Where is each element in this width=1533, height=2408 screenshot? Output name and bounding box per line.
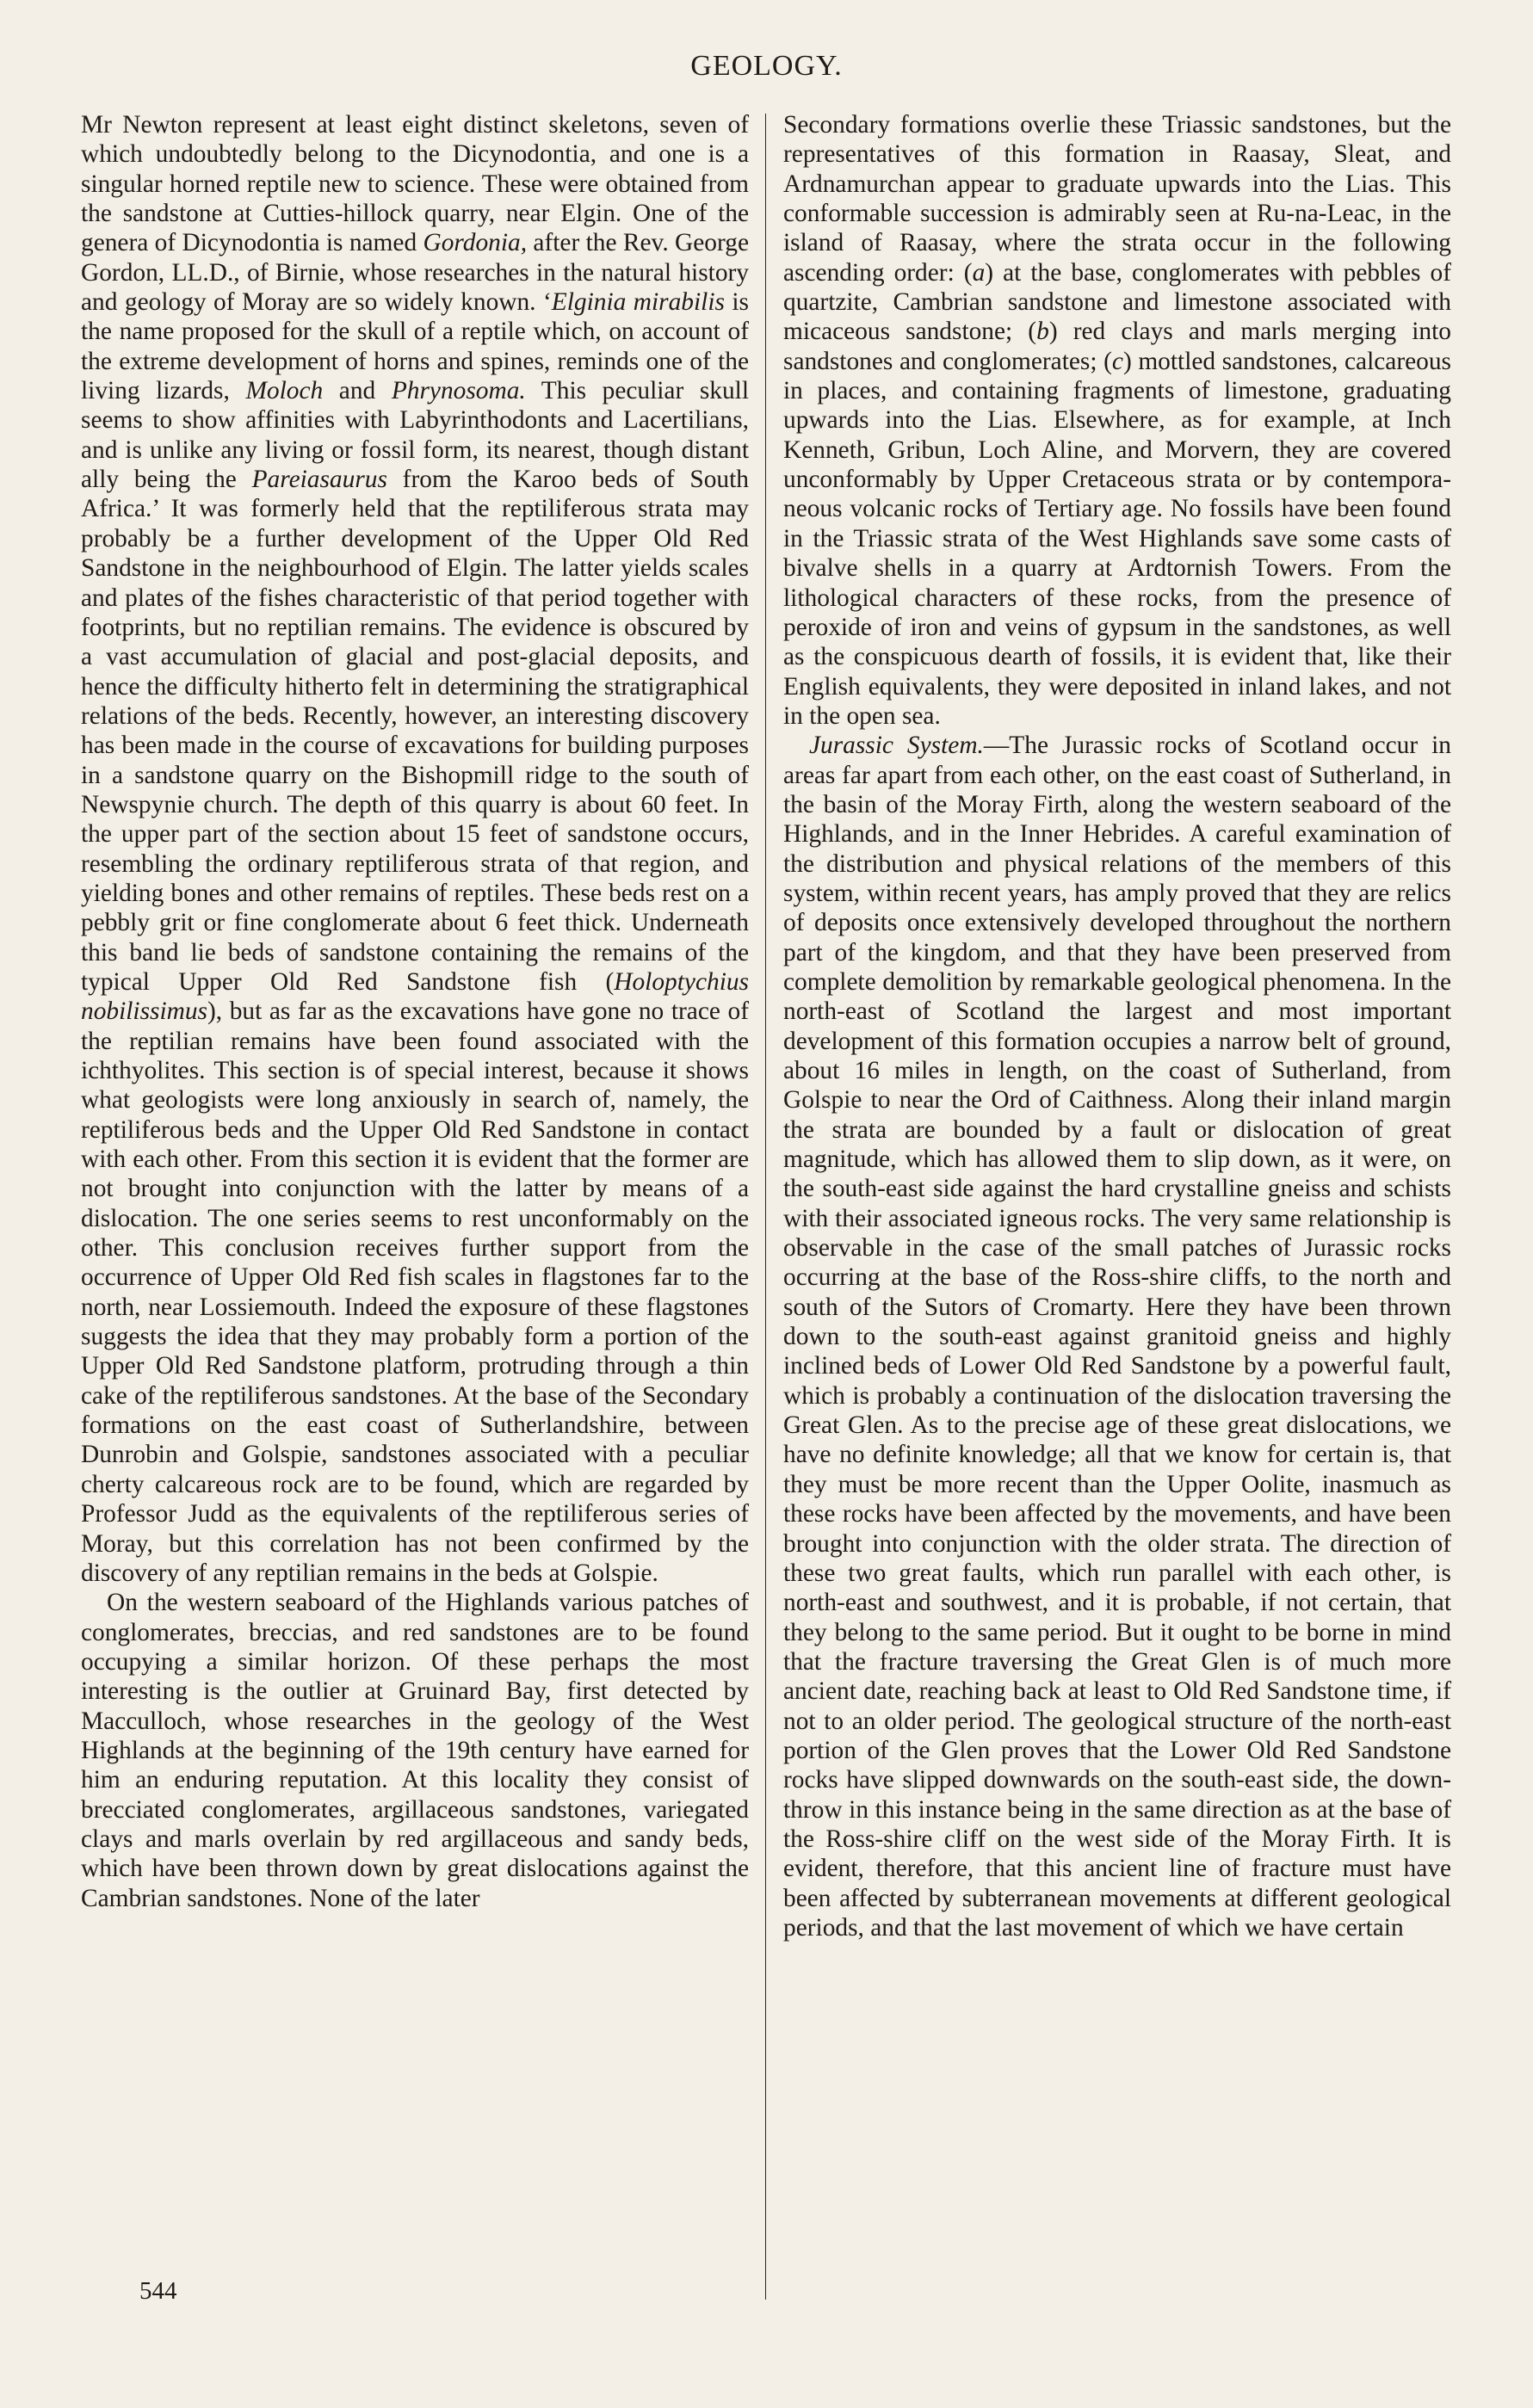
text-run: —The Jurassic rocks of Scotland occur in areas far apart from each other, on the east coast of Sutherland, in the basin of the Moray Firth, along the western seaboard of the Highlands, and in the Inner Hebrides. A careful examination of the distribution and physical relations of the members of this system, within recent years, has amply proved that they are relics of deposits once extensively developed throughout the northern part of the kingdom, and that they have been preserved from complete demolition by remarkable geological phenomena. In the north-east of Scotland the largest and most important development of this formation occupies a narrow belt of ground, about 16 miles in length, on the coast of Sutherland, from Golspie to near the Ord of Caithness. Along their inland margin the strata are bounded by a fault or dislocation of great magnitude, which has allowed them to slip down, as it were, on the south-east side against the hard crystalline gneiss and schists with their associated igneous rocks. The very same relationship is observable in the case of the small patches of Jurassic rocks occurring at the base of the Ross-shire cliffs, to the north and south of the Sutors of Cromarty. Here they have been thrown down to the south-east against granitoid gneiss and highly inclined beds of Lower Old Red Sandstone by a powerful fault, which is probably a continuation of the dislocation traversing the Great Glen. As to the precise age of these great dislocations, we have no definite knowledge; all that we know for certain is, that they must be more recent than the Upper Oolite, inasmuch as these rocks have been affected by the movements, and have been brought into conjunction with the older strata. The direction of these two great faults, which run parallel with each other, is north-east and southwest, and it is probable, if not certain, that they belong to the same period. But it ought to be borne in mind that the fracture traversing the Great Glen is of much more ancient date, reaching back at least to Old Red Sandstone time, if not to an older period. The geological structure of the north-east portion of the Glen proves that the Lower Old Red Sandstone rocks have slipped downwards on the south-east side, the downthrow in this instance being in the same direction as at the base of the Ross-shire cliff on the west side of the Moray Firth. It is evident, therefore, that this ancient line of fracture must have been affected by subterranean movements at different geological periods, and that the last movement of which we have certain (783, 732, 1451, 1942)
italic-text: Jurassic System. (809, 732, 984, 760)
page-number: 544 (139, 2277, 177, 2305)
italic-text: Gordonia, (423, 229, 528, 257)
text-run: On the western seaboard of the Highlands various patches of conglomerates, breccias, and red sandstones are to be found occupying a similar horizon. Of these perhaps the most interesting is the outlier at Gruinard Bay, first detected by Macculloch, whose researches in the geology of the West Highlands at the beginning of the 19th century have earned for him an enduring reputation. At this locality they consist of brecciated conglomerates, argillaceous sandstones, variegated clays and marls overlain by red argillaceous and sandy beds, which have been thrown down by great dislocations against the Cambrian sandstones. None of the later (81, 1589, 749, 1912)
italic-text: c (1111, 347, 1123, 375)
column-rule (765, 114, 766, 2300)
text-run: Secondary formations overlie these Triassic sandstones, but the representatives of this formation in Raasay, Sleat, and Ardnamurchan appear to graduate upwards into the Lias. This conformable succession is admirably seen at Ru-na-Leac, in the island of Raasay, where the strata occur in the following ascending order: ( (783, 111, 1451, 287)
italic-text: Phrynosoma. (391, 377, 526, 405)
text-run: after the Rev. George Gordon, LL.D., of Birnie, whose researches in the natural history and geology of Moray are so widely known. ‘ (81, 229, 749, 317)
text-run: from the Karoo beds of South Africa.’ It was formerly held that the reptiliferous strata may probably be a further development of the Upper Old Red Sandstone in the neighbourhood of Elgin. The latter yields scales and plates of the fishes characteristic of that period together with footprints, but no reptilian remains. The evidence is obscured by a vast accumulation of glacial and post-glacial deposits, and hence the difficulty hitherto felt in determining the stratigraphical relations of the beds. Recently, however, an interesting discovery has been made in the course of excavations for building purposes in a sandstone quarry on the Bishopmill ridge to the south of Newspynie church. The depth of this quarry is about 60 feet. In the upper part of the section about 15 feet of sandstone occurs, resembling the ordinary reptiliferous strata of that region, and yielding bones and other remains of reptiles. These beds rest on a pebbly grit or fine conglomerate about 6 feet thick. Underneath this band lie beds of sandstone containing the remains of the typical Upper Old Red Sandstone fish ( (81, 466, 749, 996)
text-run: ), but as far as the excavations have gone no trace of the reptilian remains have been found associated with the ichthyolites. This section is of special interest, because it shows what geologists were long anxiously in search of, namely, the reptiliferous beds and the Upper Old Red Sandstone in contact with each other. From this section it is evident that the former are not brought into conjunction with the latter by means of a dislocation. The one series seems to rest unconformably on the other. This conclusion receives further support from the occurrence of Upper Old Red fish scales in flagstones far to the north, near Lossiemouth. Indeed the exposure of these flagstones suggests the idea that they may probably form a portion of the Upper Old Red Sandstone platform, protruding through a thin cake of the reptiliferous sandstones. At the base of the Secondary formations on the east coast of Sutherlandshire, between Dunrobin and Golspie, sandstones associated with a peculiar cherty calcareous rock are to be found, which are regarded by Professor Judd as the equivalents of the reptiliferous series of Moray, but this correlation has not been confirmed by the discovery of any reptilian remains in the beds at Golspie. (81, 997, 749, 1587)
paragraph (783, 731, 1451, 1942)
text-run: is the name proposed for the skull of a reptile which, on account of the extreme development of horns and spines, reminds one of the living lizards, (81, 288, 749, 405)
italic-text: b (1036, 318, 1049, 346)
italic-text: Pareiasaurus (251, 466, 387, 494)
text-run: ) red clays and marls merging into sandstones and conglomerates; ( (783, 318, 1451, 375)
right-column (783, 110, 1451, 1942)
italic-text: Moloch (245, 377, 324, 405)
text-run: This peculiar skull seems to show affinities with Labyrinthodonts and Lacertilians, and is unlike any living or fossil form, its nearest, though distant ally being the (81, 377, 750, 494)
text-run: Mr Newton represent at least eight distinct skeletons, seven of which undoubtedly belong to the Dicynodontia, and one is a singular horned reptile new to science. These were obtained from the sandstone at Cutties-hillock quarry, near Elgin. One of the genera of Dicynodontia is named (81, 111, 749, 257)
paragraph (81, 110, 749, 1588)
left-column (81, 110, 749, 1913)
text-run: ) at the base, conglomerates with pebbles of quartzite, Cambrian sandstone and limestone associated with micaceous sandstone; ( (783, 258, 1451, 346)
running-head: GEOLOGY. (690, 50, 843, 82)
paragraph (81, 1588, 749, 1913)
text-run: and (323, 377, 392, 405)
paragraph (783, 110, 1451, 731)
text-run: ) mottled sandstones, calcareous in places, and containing fragments of limestone, graduating upwards into the Lias. Elsewhere, as for example, at Inch Kenneth, Gribun, Loch Aline, and Morvern, they are covered unconformably by Upper Cretaceous strata or by contemporaneous volcanic rocks of Tertiary age. No fossils have been found in the Triassic strata of the West Highlands save some casts of bivalve shells in a quarry at Ardtornish Towers. From the lithological characters of these rocks, from the presence of peroxide of iron and veins of gypsum in the sandstones, as well as the conspicuous dearth of fossils, it is evident that, like their English equivalents, they were deposited in inland lakes, and not in the open sea. (783, 347, 1451, 730)
italic-text: Elginia mirabilis (551, 288, 725, 317)
italic-text: Holoptychius nobilissimus (81, 967, 749, 1026)
italic-text: a (972, 258, 986, 287)
